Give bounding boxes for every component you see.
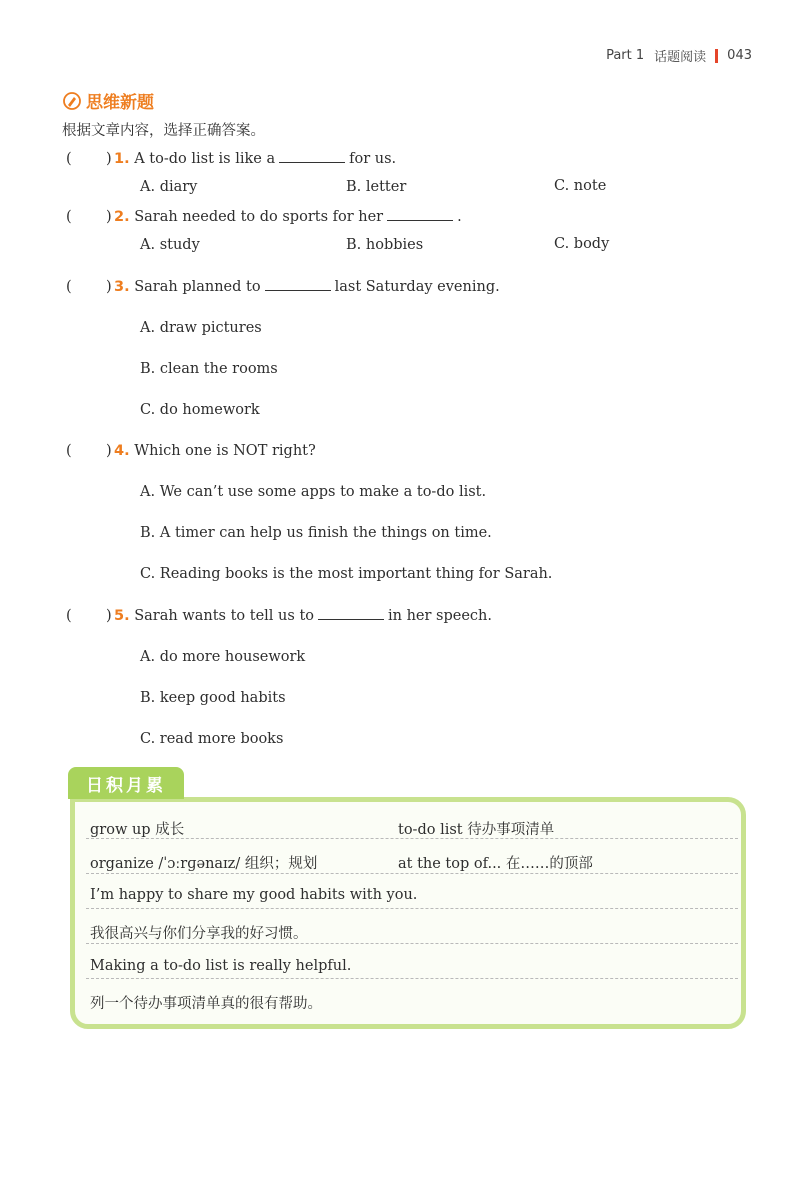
question-text: Sarah planned to — [134, 279, 261, 295]
question-text: A to-do list is like a — [134, 151, 276, 167]
answer-paren-open[interactable]: ( — [66, 209, 72, 225]
dashed-divider — [86, 908, 738, 909]
part-label: Part 1 — [606, 48, 645, 63]
fill-blank[interactable] — [265, 278, 331, 291]
vocab-item: grow up 成长 — [90, 822, 185, 838]
fill-blank[interactable] — [387, 208, 453, 221]
dashed-divider — [86, 943, 738, 944]
vocab-item: organize /ˈɔːrɡənaɪz/ 组织；规划 — [90, 856, 318, 872]
question-text-after: in her speech. — [388, 608, 492, 624]
answer-paren-open[interactable]: ( — [66, 443, 72, 459]
option-2c[interactable]: C. body — [554, 236, 610, 252]
question-5: ( ) 5. Sarah wants to tell us to in her speech. — [66, 608, 492, 624]
option-3b[interactable]: B. clean the rooms — [140, 361, 278, 377]
dashed-divider — [86, 978, 738, 979]
question-text-after: last Saturday evening. — [334, 279, 500, 295]
vocab-title: 日积月累 — [68, 767, 184, 799]
question-4: ( ) 4. Which one is NOT right? — [66, 443, 316, 459]
vocab-sentence: 我很高兴与你们分享我的好习惯。 — [90, 926, 308, 942]
fill-blank[interactable] — [318, 607, 384, 620]
option-4a[interactable]: A. We can’t use some apps to make a to-do list. — [140, 484, 487, 500]
question-text-after: . — [457, 209, 462, 225]
question-2: ( ) 2. Sarah needed to do sports for her . — [66, 209, 462, 225]
option-5b[interactable]: B. keep good habits — [140, 690, 286, 706]
vocab-sentence: Making a to-do list is really helpful. — [90, 958, 352, 974]
option-2b[interactable]: B. hobbies — [346, 237, 424, 253]
option-1c[interactable]: C. note — [554, 178, 607, 194]
header-divider — [715, 49, 718, 63]
option-2a[interactable]: A. study — [140, 237, 200, 253]
option-1a[interactable]: A. diary — [140, 179, 198, 195]
question-number: 5. — [114, 608, 130, 624]
option-1b[interactable]: B. letter — [346, 179, 407, 195]
question-1: ( ) 1. A to-do list is like a for us. — [66, 151, 397, 167]
page-header — [606, 46, 752, 65]
answer-paren-open[interactable]: ( — [66, 279, 72, 295]
vocab-item: to-do list 待办事项清单 — [398, 822, 555, 838]
question-number: 4. — [114, 443, 130, 459]
page-number: 043 — [727, 48, 752, 63]
answer-paren-open[interactable]: ( — [66, 608, 72, 624]
question-text: Sarah needed to do sports for her — [134, 209, 384, 225]
pencil-icon — [62, 91, 82, 111]
instruction-text: 根据文章内容，选择正确答案。 — [62, 123, 265, 139]
option-5a[interactable]: A. do more housework — [140, 649, 306, 665]
section-title-text: 思维新题 — [86, 93, 154, 113]
question-number: 1. — [114, 151, 130, 167]
question-text: Which one is NOT right? — [134, 443, 316, 459]
question-text-after: for us. — [349, 151, 397, 167]
option-4b[interactable]: B. A timer can help us finish the things on time. — [140, 525, 492, 541]
vocab-item: at the top of... 在……的顶部 — [398, 856, 593, 872]
section-title — [62, 88, 154, 113]
question-text: Sarah wants to tell us to — [134, 608, 314, 624]
question-number: 3. — [114, 279, 130, 295]
option-3a[interactable]: A. draw pictures — [140, 320, 262, 336]
question-number: 2. — [114, 209, 130, 225]
topic-label: 话题阅读 — [654, 50, 707, 65]
vocab-sentence: 列一个待办事项清单真的很有帮助。 — [90, 996, 322, 1012]
fill-blank[interactable] — [279, 150, 345, 163]
answer-paren-open[interactable]: ( — [66, 151, 72, 167]
dashed-divider — [86, 838, 738, 839]
vocab-sentence: I’m happy to share my good habits with you. — [90, 887, 418, 903]
option-5c[interactable]: C. read more books — [140, 731, 284, 747]
option-3c[interactable]: C. do homework — [140, 402, 260, 418]
option-4c[interactable]: C. Reading books is the most important thing for Sarah. — [140, 566, 553, 582]
question-3: ( ) 3. Sarah planned to last Saturday evening. — [66, 279, 500, 295]
dashed-divider — [86, 873, 738, 874]
